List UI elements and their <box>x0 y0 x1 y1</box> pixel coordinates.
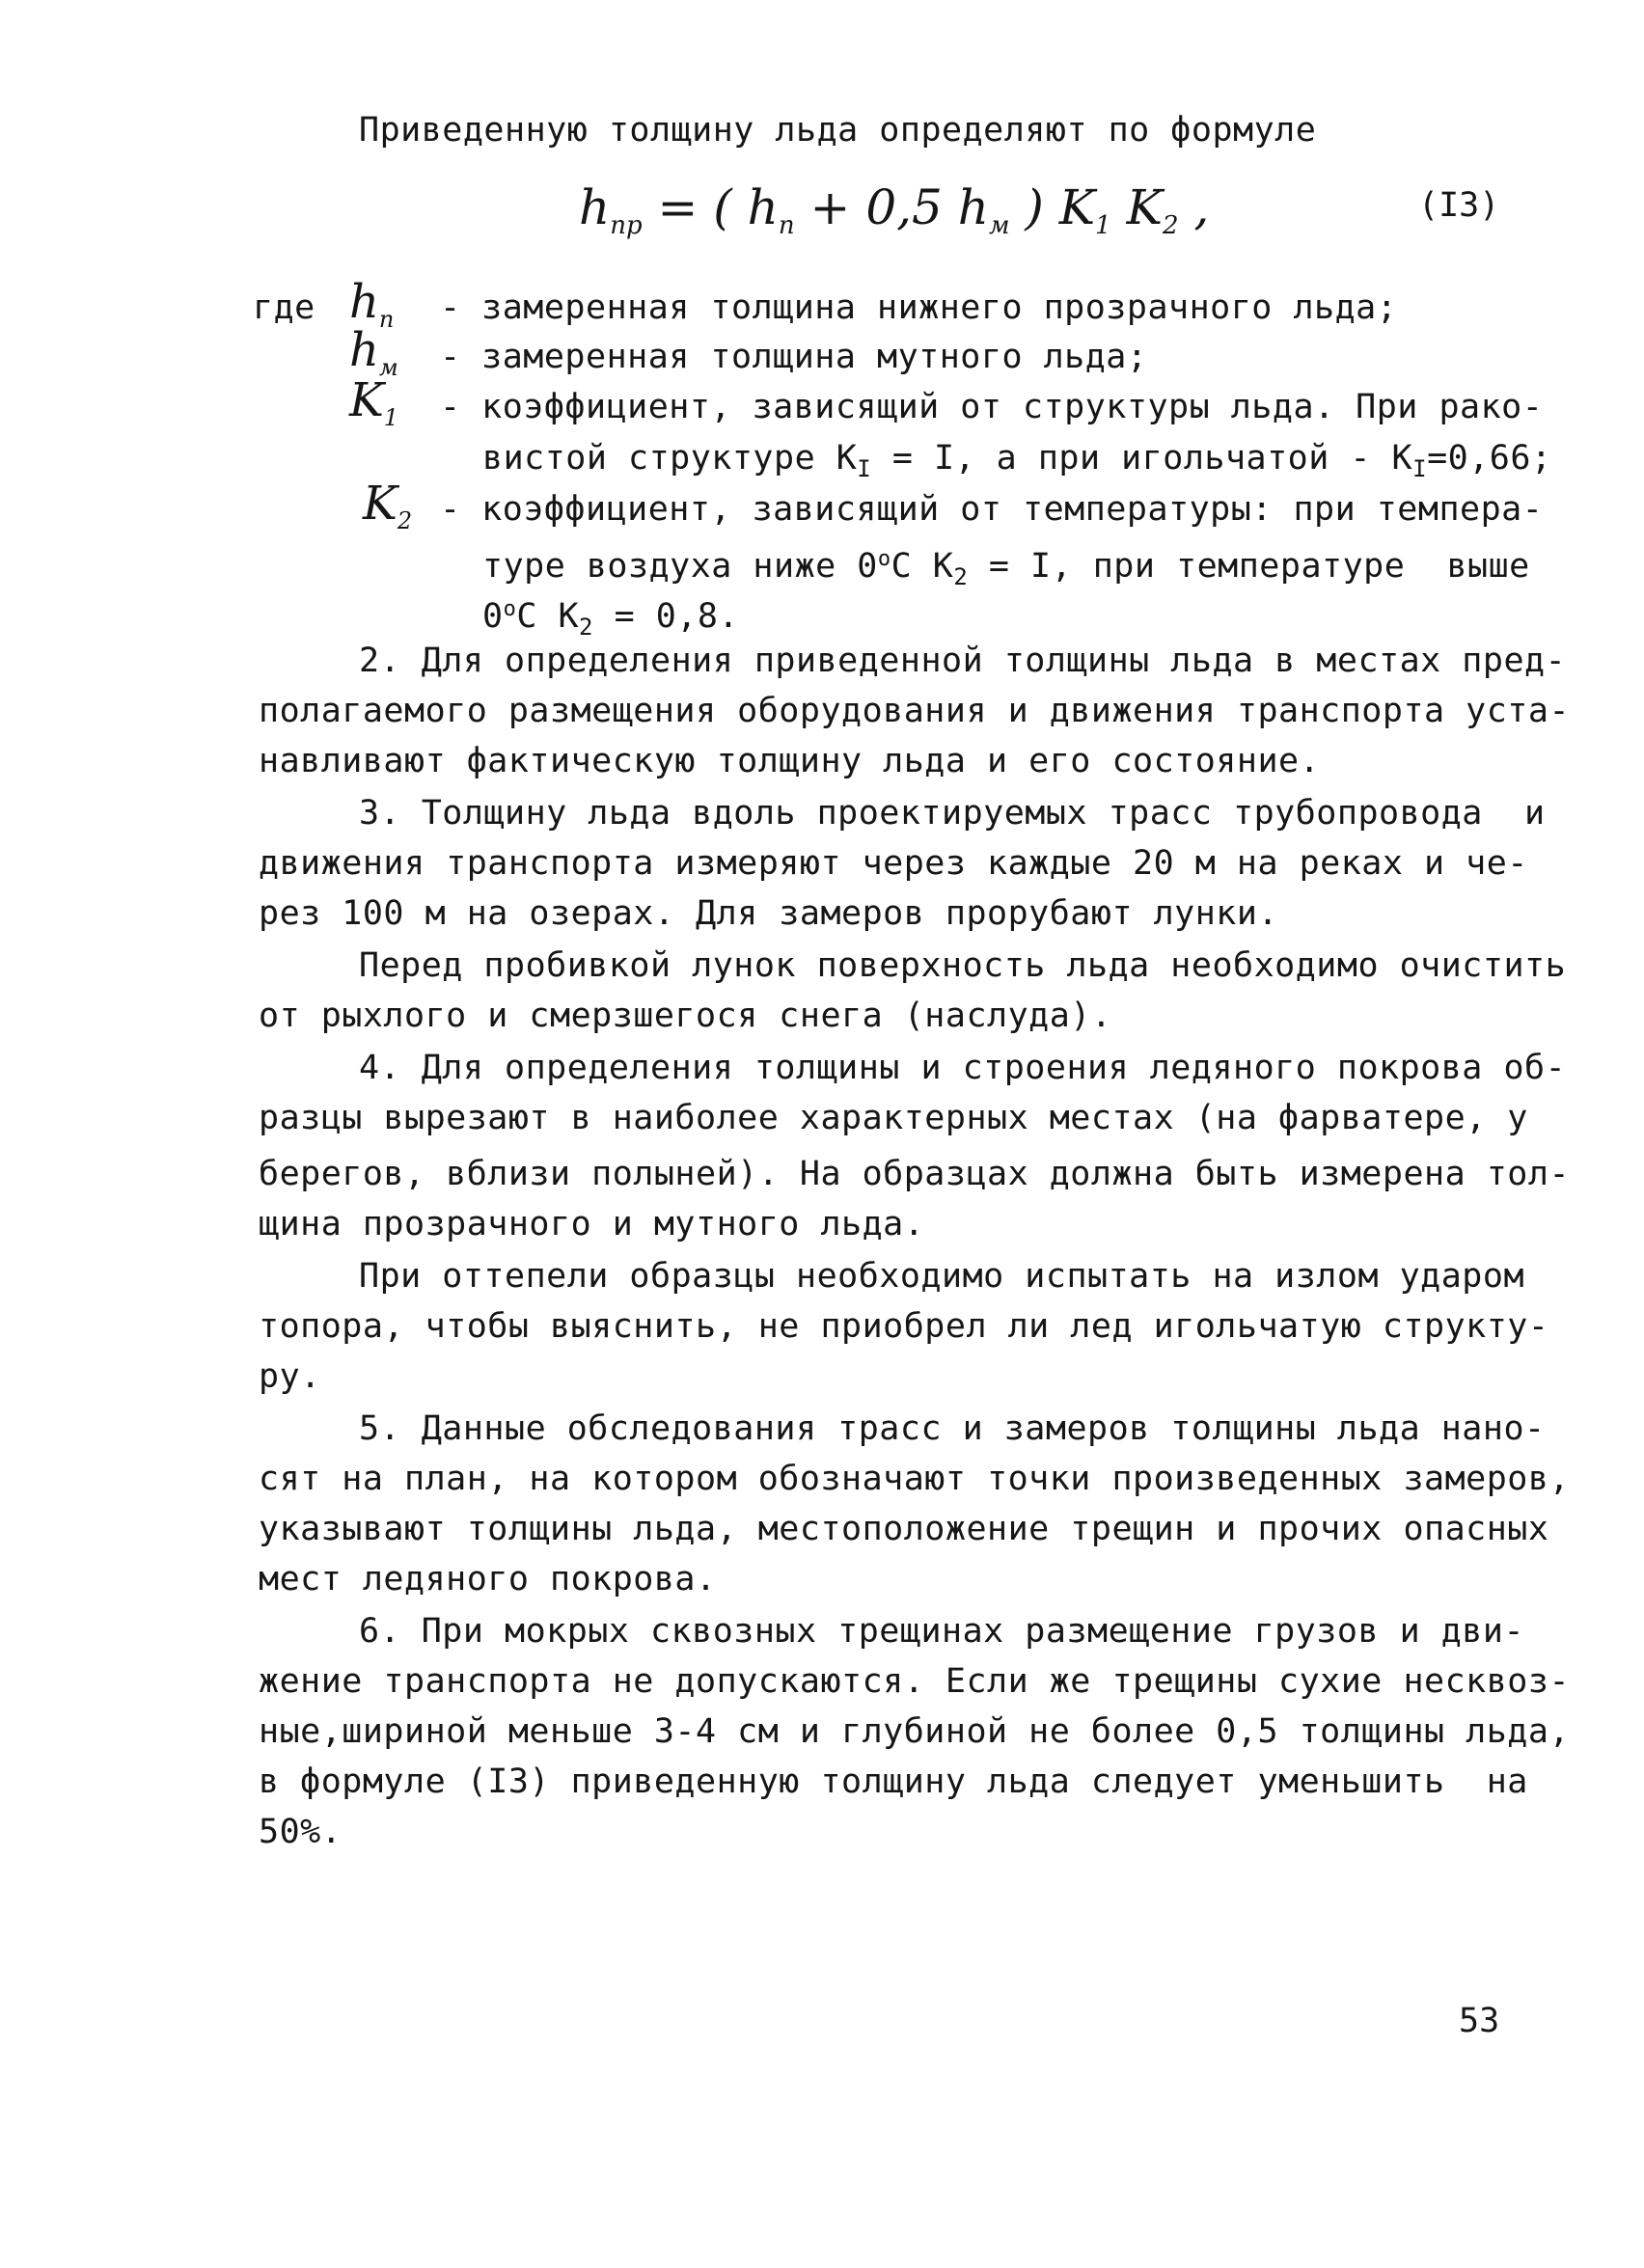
text-line: сят на план, на котором обозначают точки произведенных замеров, <box>259 1460 1571 1498</box>
text-line: ру. <box>259 1357 321 1396</box>
text-line: указывают толщины льда, местоположение трещин и прочих опасных <box>259 1510 1549 1548</box>
text-line: ные,шириной меньше 3-4 см и глубиной не более 0,5 толщины льда, <box>259 1712 1571 1751</box>
def-symbol-k2: $K_2$ <box>363 477 413 534</box>
def-symbol-hm: $h_м$ <box>349 323 398 381</box>
def-k2-continuation-1: туре воздуха ниже $0^оC$ $K_2 = I$, при температуре выше <box>482 547 1530 590</box>
text-line: мест ледяного покрова. <box>259 1560 717 1599</box>
text-line: 5. Данные обследования трасс и замеров толщины льда нано- <box>359 1409 1546 1448</box>
text-line: щина прозрачного и мутного льда. <box>259 1205 925 1243</box>
text-line: 3. Толщину льда вдоль проектируемых трасс трубопровода и <box>359 794 1546 833</box>
def-k1-text: - коэффициент, зависящий от структуры льда. При рако- <box>440 388 1544 426</box>
page-number: 53 <box>1459 2002 1500 2040</box>
def-k2-text: - коэффициент, зависящий от температуры: при темпера- <box>440 490 1544 529</box>
def-hn-text: - замеренная толщина нижнего прозрачного льда; <box>440 288 1398 327</box>
equation-number: (I3) <box>1418 186 1500 225</box>
text-line: Перед пробивкой лунок поверхность льда необходимо очистить <box>359 946 1567 985</box>
text-line: от рыхлого и смерзшегося снега (наслуда). <box>259 997 1112 1035</box>
text-line: 50%. <box>259 1813 342 1851</box>
intro-line: Приведенную толщину льда определяют по формуле <box>359 111 1317 150</box>
def-symbol-k1: $K_1$ <box>349 373 399 431</box>
def-hm-text: - замеренная толщина мутного льда; <box>440 338 1148 376</box>
text-line: берегов, вблизи полыней). На образцах должна быть измерена тол- <box>259 1155 1571 1193</box>
text-line: топора, чтобы выяснить, не приобрел ли лед игольчатую структу- <box>259 1307 1549 1346</box>
text-line: 2. Для определения приведенной толщины льда в местах пред- <box>359 642 1567 680</box>
formula-lhs: h <box>579 179 611 235</box>
text-line: рез 100 м на озерах. Для замеров прорубают лунки. <box>259 894 1279 933</box>
text-line: движения транспорта измеряют через каждые 20 м на реках и че- <box>259 844 1528 883</box>
text-line: полагаемого размещения оборудования и движения транспорта уста- <box>259 692 1571 730</box>
where-word: где <box>253 288 315 327</box>
text-line: При оттепели образцы необходимо испытать на излом ударом <box>359 1257 1525 1296</box>
def-k1-continuation: вистой структуре $K_I = I$, а при игольчатой - $K_I=0,66$; <box>482 439 1552 482</box>
text-line: 4. Для определения толщины и строения ледяного покрова об- <box>359 1049 1567 1087</box>
def-k2-continuation-2: $0^оC$ $K_2 = 0,8$. <box>482 597 740 641</box>
text-line: разцы вырезают в наиболее характерных местах (на фарватере, у <box>259 1099 1528 1137</box>
formula-13: $h_{пр}$ = ( $h_п + 0,5$ $h_м$ ) $K_1$ $K_2$ , <box>579 179 1210 240</box>
text-line: в формуле (I3) приведенную толщину льда следует уменьшить на <box>259 1762 1528 1801</box>
text-line: 6. При мокрых сквозных трещинах размещение грузов и дви- <box>359 1612 1525 1651</box>
def-symbol-hn: $h_п$ <box>349 275 395 333</box>
text-line: навливают фактическую толщину льда и его состояние. <box>259 742 1321 780</box>
text-line: жение транспорта не допускаются. Если же трещины сухие несквоз- <box>259 1662 1571 1701</box>
